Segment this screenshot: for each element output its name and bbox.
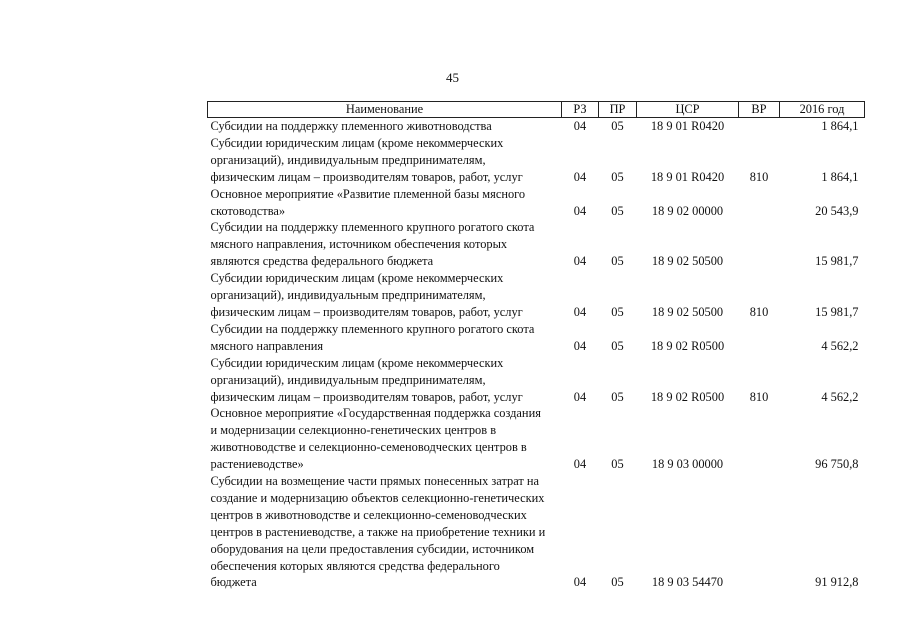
- row-name-line: скотоводства»: [210, 203, 286, 218]
- row-name-line: и модернизации селекционно-генетических центров в: [210, 423, 497, 438]
- row-name-line: Основное мероприятие «Государственная поддержка создания: [210, 406, 541, 421]
- row-amount: 15 981,7: [815, 254, 859, 269]
- row-name-line: физическим лицам – производителям товаров, работ, услуг: [210, 169, 523, 184]
- row-name: [208, 473, 562, 591]
- row-name-line: Основное мероприятие «Развитие племенной базы мясного: [210, 186, 526, 201]
- row-name-line: Субсидии на возмещение части прямых понесенных затрат на: [210, 474, 540, 489]
- row-amount: 1 864,1: [821, 119, 859, 133]
- table-row: [208, 270, 865, 321]
- row-rz: 04: [573, 338, 587, 353]
- header-rz: РЗ: [562, 102, 599, 118]
- table-row: [208, 118, 865, 135]
- row-name-line: бюджета: [210, 575, 257, 590]
- header-name: Наименование: [208, 102, 562, 118]
- row-vr: [739, 473, 780, 591]
- row-name-line: Субсидии на поддержку племенного животноводства: [210, 119, 492, 133]
- row-csr: 18 9 01 R0420: [650, 119, 725, 133]
- row-name-line: физическим лицам – производителям товаров, работ, услуг: [210, 389, 523, 404]
- row-vr: 810: [749, 304, 769, 319]
- row-name: [208, 219, 562, 270]
- row-name-line: Субсидии юридическим лицам (кроме некоммерческих: [210, 271, 504, 286]
- row-name: [208, 321, 562, 355]
- row-csr: 18 9 02 R0500: [650, 338, 725, 353]
- row-rz: 04: [573, 304, 587, 319]
- row-name-line: мясного направления, источником обеспечения которых: [210, 237, 508, 252]
- row-rz: 04: [573, 575, 587, 590]
- row-pr: 05: [611, 389, 624, 404]
- row-name-line: Субсидии юридическим лицам (кроме некоммерческих: [210, 355, 504, 370]
- row-name-line: организаций), индивидуальным предпринимателям,: [210, 152, 486, 167]
- row-pr: 05: [611, 575, 624, 590]
- row-name-line: создание и модернизацию объектов селекционно-генетических: [210, 490, 545, 505]
- row-name-line: организаций), индивидуальным предпринимателям,: [210, 288, 486, 303]
- row-rz: 04: [573, 254, 587, 269]
- row-name-line: оборудования на цели предоставления субсидии, источником: [210, 541, 535, 556]
- row-name-line: растениеводстве»: [210, 457, 304, 472]
- row-vr: [739, 405, 780, 473]
- row-pr: 05: [611, 338, 624, 353]
- row-name-line: животноводстве и селекционно-семеноводческих центров в: [210, 440, 527, 455]
- row-csr: 18 9 03 54470: [651, 575, 724, 590]
- row-name: [208, 405, 562, 473]
- table-row: [208, 135, 865, 186]
- row-rz: 04: [573, 457, 587, 472]
- row-name-line: центров в животноводстве и селекционно-семеноводческих: [210, 507, 527, 522]
- row-name-line: Субсидии юридическим лицам (кроме некоммерческих: [210, 135, 504, 150]
- table-row: [208, 405, 865, 473]
- budget-table: [207, 101, 865, 591]
- table-row: [208, 219, 865, 270]
- row-name: [208, 355, 562, 406]
- row-pr: 05: [611, 254, 624, 269]
- row-name-line: Субсидии на поддержку племенного крупного рогатого скота: [210, 321, 535, 336]
- row-name-line: мясного направления: [210, 338, 324, 353]
- row-name-line: Субсидии на поддержку племенного крупного рогатого скота: [210, 220, 535, 235]
- row-vr: 810: [749, 169, 769, 184]
- row-name: [208, 186, 562, 220]
- table-body: [208, 118, 865, 592]
- table-row: [208, 473, 865, 591]
- row-rz: 04: [573, 119, 587, 133]
- row-amount: 20 543,9: [815, 203, 859, 218]
- table-row: [208, 355, 865, 406]
- row-pr: 05: [611, 169, 624, 184]
- row-amount: 4 562,2: [821, 389, 859, 404]
- row-pr: 05: [611, 119, 624, 133]
- row-vr: 810: [749, 389, 769, 404]
- row-vr: [739, 321, 780, 355]
- row-vr: [739, 186, 780, 220]
- row-amount: 4 562,2: [821, 338, 859, 353]
- header-vr: ВР: [739, 102, 780, 118]
- row-pr: 05: [611, 304, 624, 319]
- row-rz: 04: [573, 203, 587, 218]
- row-name-line: центров в растениеводстве, а также на приобретение техники и: [210, 524, 546, 539]
- row-vr: [739, 118, 780, 135]
- page-number: 45: [446, 70, 459, 85]
- row-csr: 18 9 02 00000: [651, 203, 724, 218]
- row-csr: 18 9 03 00000: [651, 457, 724, 472]
- row-csr: 18 9 01 R0420: [650, 169, 725, 184]
- table-header-row: [208, 102, 865, 118]
- table-row: [208, 321, 865, 355]
- row-rz: 04: [573, 389, 587, 404]
- row-name-line: являются средства федерального бюджета: [210, 254, 434, 269]
- row-name-line: физическим лицам – производителям товаров, работ, услуг: [210, 304, 523, 319]
- row-amount: 96 750,8: [815, 457, 859, 472]
- row-name: [208, 135, 562, 186]
- row-amount: 1 864,1: [821, 169, 859, 184]
- header-amount: 2016 год: [780, 102, 865, 118]
- row-pr: 05: [611, 457, 624, 472]
- row-csr: 18 9 02 50500: [651, 304, 724, 319]
- row-amount: 15 981,7: [815, 304, 859, 319]
- header-csr: ЦСР: [637, 102, 739, 118]
- row-name: [208, 270, 562, 321]
- row-csr: 18 9 02 50500: [651, 254, 724, 269]
- row-csr: 18 9 02 R0500: [650, 389, 725, 404]
- row-name-line: обеспечения которых являются средства федерального: [210, 558, 500, 573]
- header-pr: ПР: [599, 102, 637, 118]
- table-row: [208, 186, 865, 220]
- row-rz: 04: [573, 169, 587, 184]
- row-pr: 05: [611, 203, 624, 218]
- row-vr: [739, 219, 780, 270]
- row-name: [208, 118, 562, 135]
- row-amount: 91 912,8: [815, 575, 859, 590]
- row-name-line: организаций), индивидуальным предпринимателям,: [210, 372, 486, 387]
